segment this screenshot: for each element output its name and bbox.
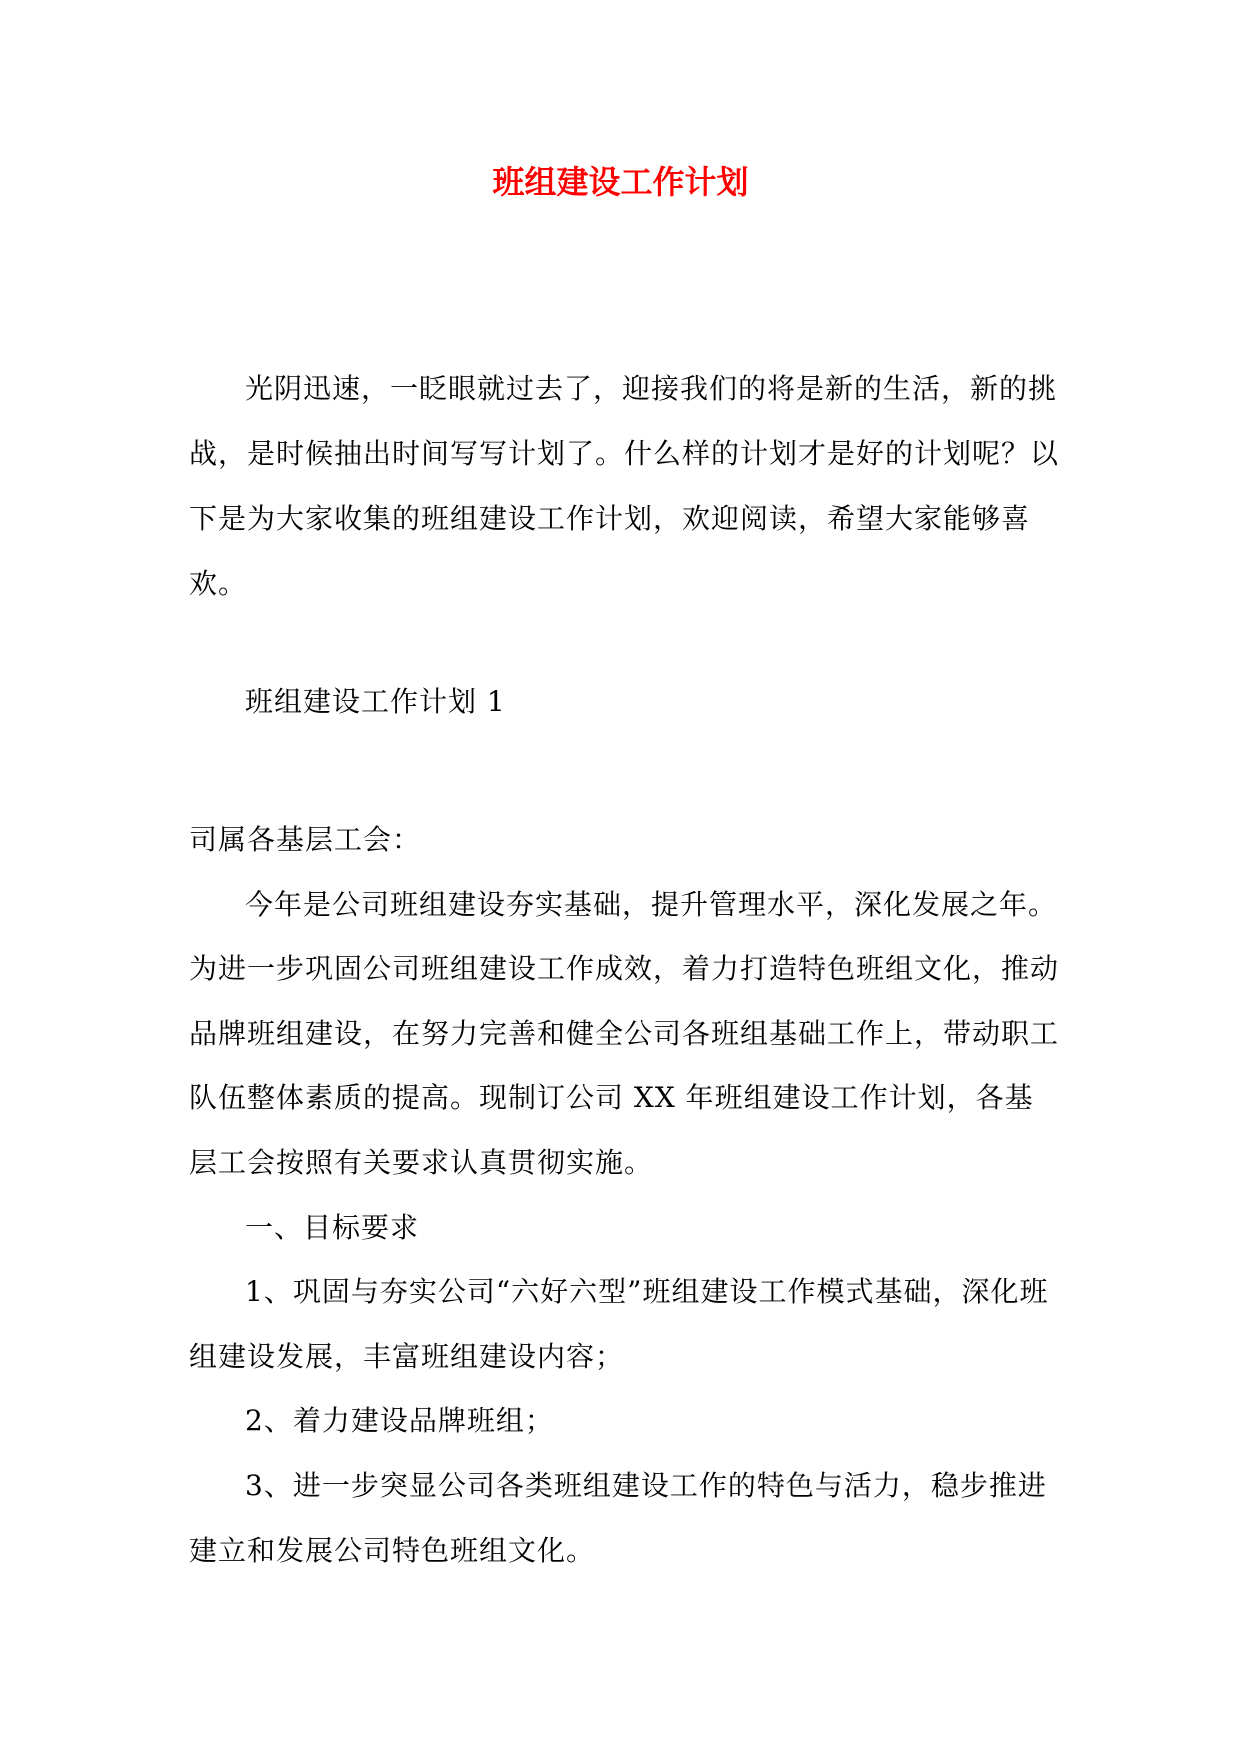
body-paragraph-3: 1、巩固与夯实公司“六好六型”班组建设工作模式基础，深化班组建设发展，丰富班组建设内容；: [189, 1275, 1049, 1373]
body-paragraph-5: 3、进一步突显公司各类班组建设工作的特色与活力，稳步推进建立和发展公司特色班组文化。: [189, 1468, 1047, 1567]
document-title: 班组建设工作计划: [492, 163, 749, 201]
body-paragraph-2: 一、目标要求: [245, 1210, 420, 1244]
body-block: [189, 808, 1059, 1583]
intro-block: [189, 356, 1059, 616]
section-heading-block: [189, 680, 1059, 724]
section-heading: 班组建设工作计划 1: [245, 685, 506, 718]
salutation: 司属各基层工会：: [189, 823, 422, 856]
body-paragraph-1: 今年是公司班组建设夯实基础，提升管理水平，深化发展之年。为进一步巩固公司班组建设工作成效，着力打造特色班组文化，推动品牌班组建设，在努力完善和健全公司各班组基础工作上，带动职工队伍整体素质的提高。现制订公司 XX 年班组建设工作计划，各基层工会按照有关要求认真贯彻实施。: [189, 887, 1060, 1179]
intro-paragraph: 光阴迅速，一眨眼就过去了，迎接我们的将是新的生活，新的挑战，是时候抽出时间写写计划了。什么样的计划才是好的计划呢？以下是为大家收集的班组建设工作计划，欢迎阅读，希望大家能够喜欢。: [189, 372, 1060, 600]
body-paragraph-4: 2、着力建设品牌班组；: [245, 1404, 554, 1438]
